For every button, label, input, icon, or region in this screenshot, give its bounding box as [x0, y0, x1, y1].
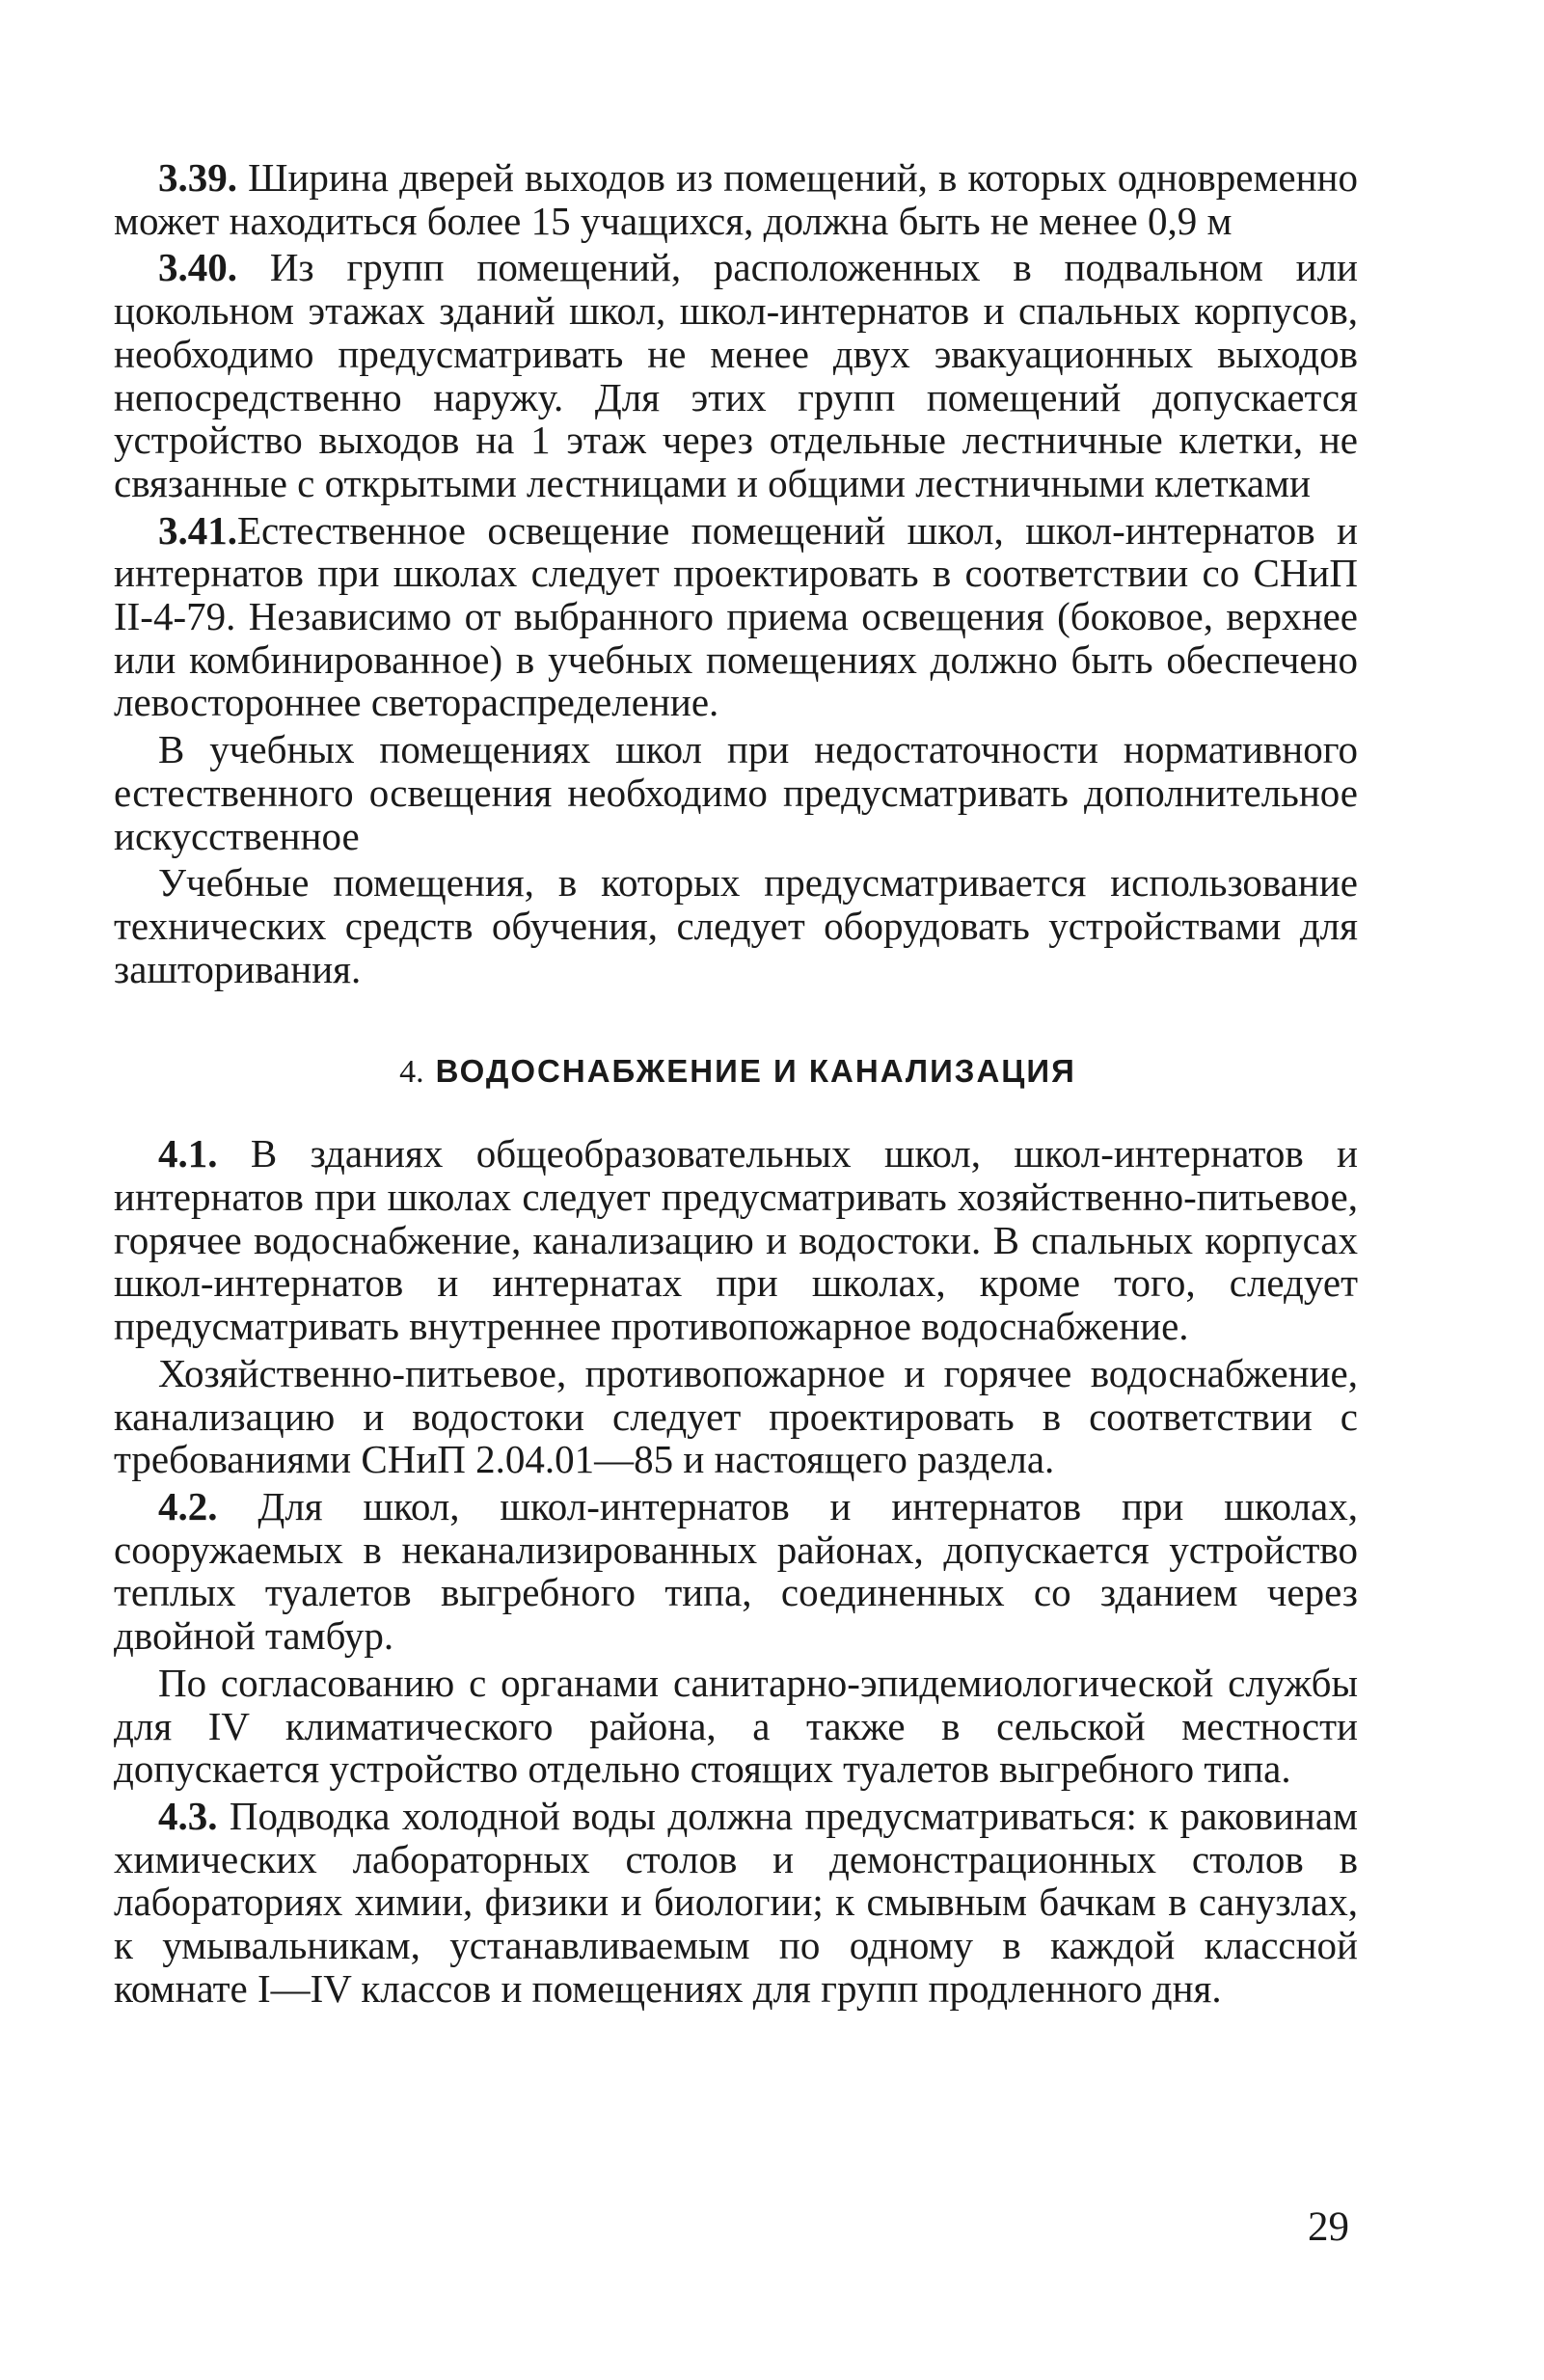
paragraph-4-1-cont [114, 1352, 1358, 1481]
paragraph-3-40 [114, 246, 1358, 504]
paragraph-4-1 [114, 1132, 1358, 1348]
paragraph-text: Хозяйственно-питьевое, противопожарное и горячее водоснабжение, канализацию и водостоки следует проектировать в соответствии с требованиями СНиП 2.04.01—85 и настоящего раздела. [114, 1350, 1358, 1482]
paragraph-text: В учебных помещениях школ при недостаточности нормативного естественного освещения необходимо предусматривать дополнительное искусственное [114, 727, 1358, 858]
paragraph-3-41-cont-2 [114, 861, 1358, 990]
clause-number: 3.41. [158, 507, 237, 553]
clause-number: 3.40. [158, 245, 237, 290]
paragraph-4-2-cont [114, 1662, 1358, 1791]
paragraph-text: Подводка холодной воды должна предусматриваться: к раковинам химических лабораторных столов и демонстрационных столов в лабораториях химии, физики и биологии; к смывным бачкам в санузлах, к умывальникам, устанавливаемым по одному в каждой классной комнате I—IV классов и помещениях для групп продленного дня. [114, 1793, 1358, 2011]
clause-number: 4.3. [158, 1793, 218, 1838]
paragraph-text: Для школ, школ-интернатов и интернатов при школах, сооружаемых в неканализированных районах, допускается устройство теплых туалетов выгребного типа, соединенных со зданием через двойной тамбур. [114, 1483, 1358, 1659]
paragraph-3-41 [114, 509, 1358, 725]
clause-number: 4.1. [158, 1131, 218, 1176]
clause-number: 3.39. [158, 155, 237, 200]
clause-number: 4.2. [158, 1483, 218, 1528]
paragraph-4-2 [114, 1485, 1358, 1658]
paragraph-text: Ширина дверей выходов из помещений, в которых одновременно может находиться более 15 учащихся, должна быть не менее 0,9 м [114, 155, 1358, 243]
paragraph-text: Из групп помещений, расположенных в подвальном или цокольном этажах зданий школ, школ-интернатов и спальных корпусов, необходимо предусматривать не менее двух эвакуационных выходов непосредственно наружу. Для этих групп помещений допускается устройство выходов на 1 этаж через отдельные лестничные клетки, не связанные с открытыми лестницами и общими лестничными клетками [114, 245, 1358, 505]
paragraph-text: Естественное освещение помещений школ, школ-интернатов и интернатов при школах следует проектировать в соответствии со СНиП II-4-79. Независимо от выбранного приема освещения (боковое, верхнее или комбинированное) в учебных помещениях должно быть обеспечено левостороннее светораспределение. [114, 507, 1358, 725]
paragraph-4-3 [114, 1795, 1358, 2011]
paragraph-3-41-cont-1 [114, 728, 1358, 857]
paragraph-text: По согласованию с органами санитарно-эпидемиологической службы для IV климатического района, а также в сельской местности допускается устройство отдельно стоящих туалетов выгребного типа. [114, 1660, 1358, 1792]
text-column [114, 156, 1358, 2014]
page-number: 29 [1308, 2204, 1349, 2250]
paragraph-text: В зданиях общеобразовательных школ, школ-интернатов и интернатов при школах следует предусматривать хозяйственно-питьевое, горячее водоснабжение, канализацию и водостоки. В спальных корпусах школ-интернатов и интернатах при школах, кроме того, следует предусматривать внутреннее противопожарное водоснабжение. [114, 1131, 1358, 1349]
section-number: 4. [399, 1054, 424, 1091]
section-heading [114, 1050, 1358, 1094]
section-title: ВОДОСНАБЖЕНИЕ И КАНАЛИЗАЦИЯ [435, 1053, 1076, 1090]
paragraph-3-39 [114, 156, 1358, 242]
paragraph-text: Учебные помещения, в которых предусматривается использование технических средств обучения, следует оборудовать устройствами для зашторивания. [114, 860, 1358, 991]
